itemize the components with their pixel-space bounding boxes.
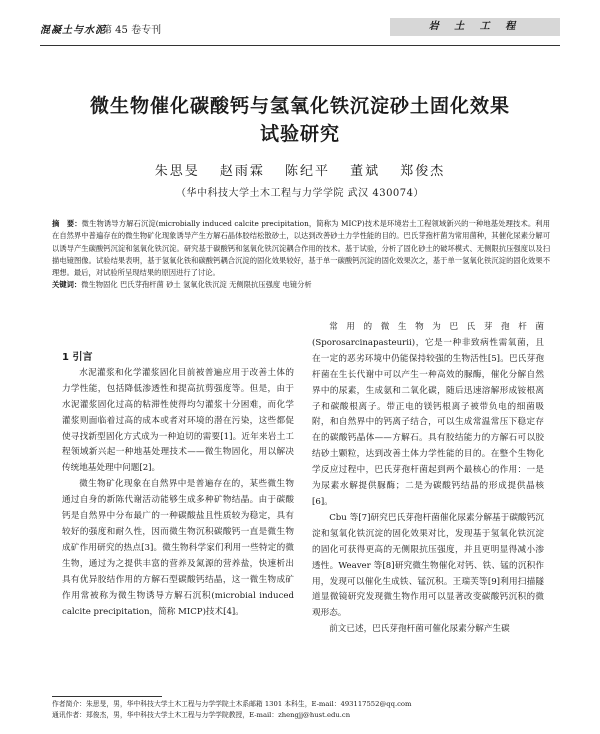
section-label: 岩 土 工 程 <box>390 18 560 36</box>
journal-name: 混凝土与水泥 <box>40 25 106 36</box>
abstract-label: 摘 要： <box>52 219 82 228</box>
section-heading-introduction: 1 引言 <box>62 352 93 363</box>
paper-title <box>60 92 540 148</box>
journal-volume: 第 45 卷专刊 <box>102 25 162 36</box>
affiliation: （华中科技大学土木工程与力学学院 武汉 430074） <box>175 188 425 199</box>
right-paragraph-2: Cbu 等[7]研究巴氏芽孢杆菌催化尿素分解基于碳酸钙沉淀和氢氧化铁沉淀的固化效果对比，发现基于氢氧化铁沉淀的固化可获得更高的无侧限抗压强度，并且更明显得减小渗透性。Weaver 等[8]研究微生物催化对钙、铁、锰的沉积作用，发现可以催化生成铁、锰沉积。王瑞芙等[9]利用扫描隧道显微镜研究发现微生物作用可以显著改变碳酸钙沉积的微观形态。 <box>312 512 544 619</box>
abstract-text <box>52 218 550 279</box>
footnote-corresponding-author: 通讯作者：郑俊杰，男，华中科技大学土木工程与力学学院教授，E-mail：zhengjj@hust.edu.cn <box>52 711 351 719</box>
page-header <box>40 18 560 44</box>
left-column <box>62 350 294 620</box>
abstract-block <box>52 218 550 292</box>
footnotes <box>52 699 550 721</box>
abstract-body: 微生物诱导方解石沉淀(microbially induced calcite precipitation，简称为 MICP)技术是环境岩土工程领域新兴的一种地基处理技术。利用在自然界中普遍存在的微生物矿化现象诱导产生方解石晶体胶结松散砂土，以达到改善砂土力学性能的目的。巴氏芽孢杆菌为常用菌种，其催化尿素分解可以诱导产生碳酸钙沉淀和氢氧化铁沉淀。研究基于碳酸钙和氢氧化铁沉淀耦合作用的技术。基于试验，分析了固化砂土的破坏模式、无侧限抗压强度以及扫描电镜图像。试验结果表明，基于氢氧化铁和碳酸钙耦合沉淀的固化效果较好，基于单一碳酸钙沉淀的固化效果次之，基于单一氢氧化铁沉淀的固化效果不理想。最后，对试验所呈现结果的原因进行了讨论。 <box>52 219 550 278</box>
footnote-author-bio: 作者简介：朱思旻，男，华中科技大学土木工程与力学学院土木系邮箱 1301 本科生，E-mail：493117552@qq.com <box>52 700 412 708</box>
left-paragraph-2: 微生物矿化现象在自然界中是普遍存在的，某些微生物通过自身的新陈代谢活动能够生成多种矿物结晶。由于碳酸钙是自然界中分布最广的一种碳酸盐且性质较为稳定，具有较好的强度和耐久性，因而微生物沉积碳酸钙一直是微生物成矿作用研究的热点[3]。微生物科学家们利用一些特定的微生物，通过为之提供丰富的营养及氮源的营养盐，快速析出具有优异胶结作用的方解石型碳酸钙结晶，这一微生物成矿作用常被称为微生物诱导方解石沉积(microbial induced calcite precipitation，简称 MICP)技术[4]。 <box>62 479 294 617</box>
right-paragraph-1: 常用的微生物为巴氏芽孢杆菌 (Sporosarcinapasteurii)，它是一种非致病性需氧菌，且在一定的恶劣环境中仍能保持较强的生物活性[5]。巴氏芽孢杆菌在生长代谢中可以产生一种高效的脲酶，催化分解自然界中的尿素，生成氨和二氧化碳，随后迅速溶解形成铵根离子和碳酸根离子。带正电的镁钙根离子被带负电的细菌吸附，和自然界中的钙离子结合，可以生成常温常压下稳定存在的碳酸钙晶体——方解石。具有胶结能力的方解石可以胶结砂土颗粒，达到改善土体力学性能的目的。在整个生物化学反应过程中，巴氏芽孢杆菌起到两个最核心的作用：一是为尿素水解提供脲酶；二是为碳酸钙结晶的形成提供晶核[6]。 <box>312 322 544 507</box>
right-column <box>312 320 544 638</box>
author-list: 朱思旻 赵雨霖 陈纪平 董斌 郑俊杰 <box>154 164 446 179</box>
header-rule <box>40 45 560 46</box>
left-paragraph-1: 水泥灌浆和化学灌浆固化目前被普遍应用于改善土体的力学性能，包括降低渗透性和提高抗剪强度等。但是，由于水泥灌浆固化过高的粘滞性使得均匀灌浆十分困难，而化学灌浆则面临着过高的成本或者对环境的潜在污染，这些都促使寻找新型固化方式成为一种迫切的需要[1]。近年来岩土工程领域新兴起一种地基处理技术——微生物固化，用以解决传统地基处理中问题[2]。 <box>62 367 294 474</box>
title-line-2: 试验研究 <box>259 123 340 145</box>
keywords-line <box>52 279 550 291</box>
keywords-label: 关键词： <box>52 280 82 290</box>
footnote-rule <box>52 696 162 697</box>
keywords-list: 微生物固化 巴氏芽孢杆菌 砂土 氢氧化铁沉淀 无侧限抗压强度 电镜分析 <box>81 280 312 290</box>
right-paragraph-3: 前文已述，巴氏芽孢杆菌可催化尿素分解产生碳 <box>329 624 510 635</box>
title-line-1: 微生物催化碳酸钙与氢氧化铁沉淀砂土固化效果 <box>89 95 510 117</box>
